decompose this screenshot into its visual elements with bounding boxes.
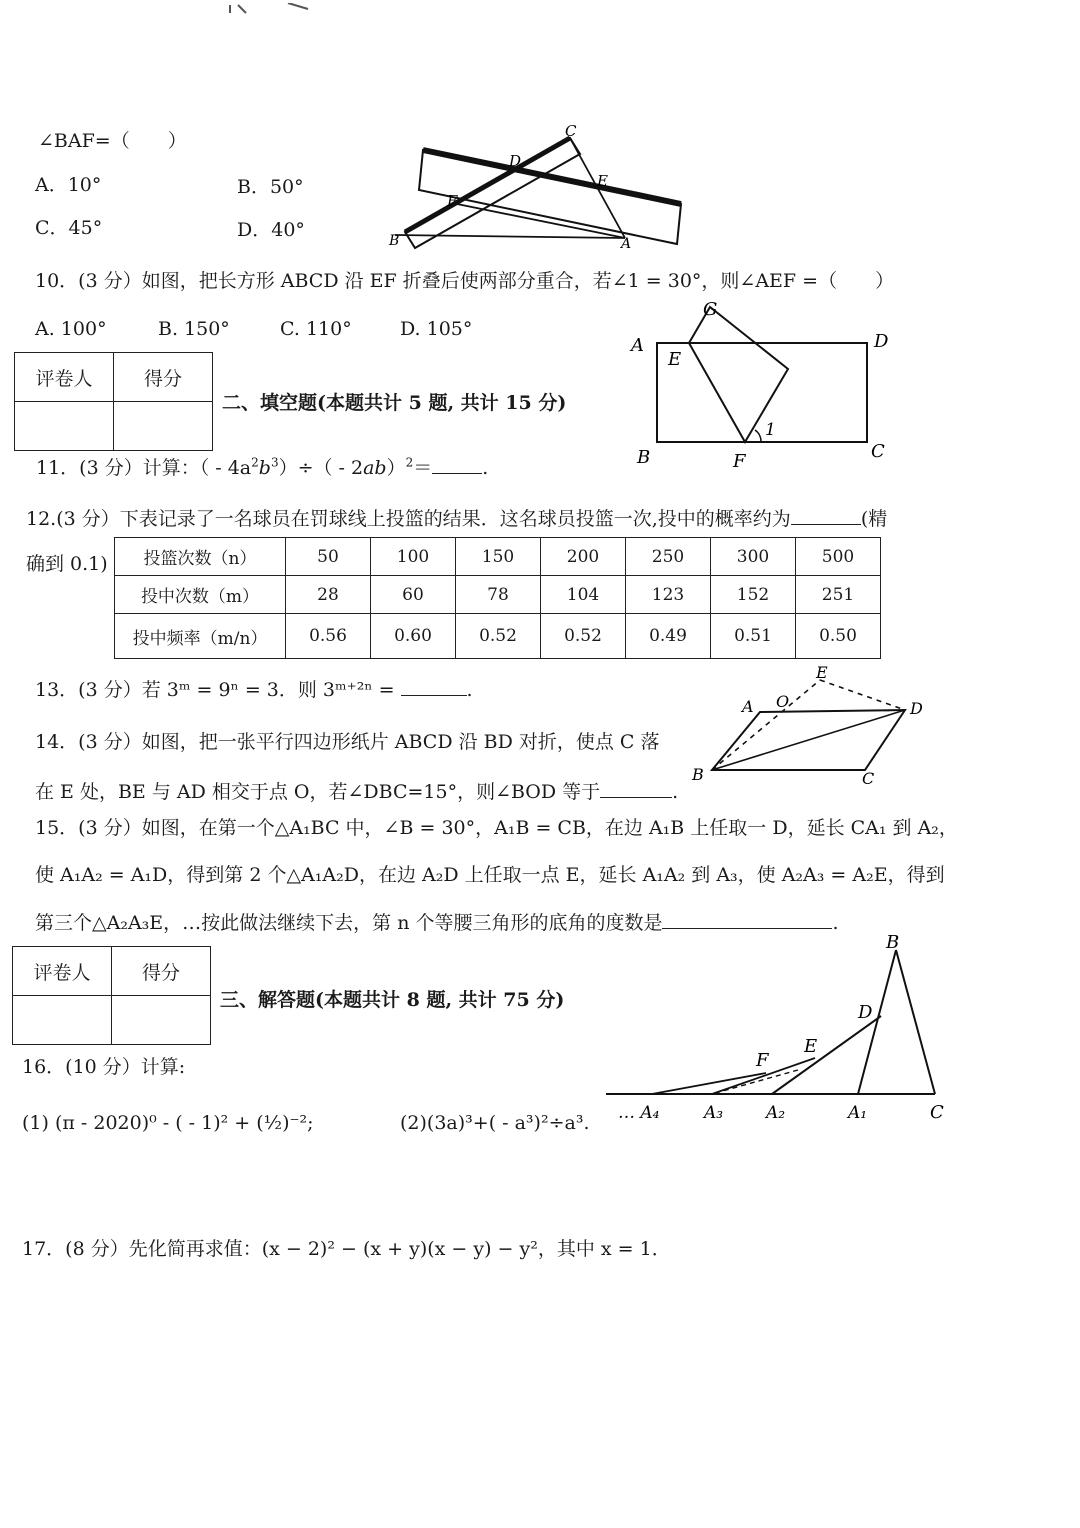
table-cell: 123 bbox=[626, 576, 711, 614]
q14-line2: 在 E 处，BE 与 AD 相交于点 O，若∠DBC=15°，则∠BOD 等于 . bbox=[35, 778, 678, 804]
q10-label-f: F bbox=[733, 451, 746, 472]
table-cell: 104 bbox=[541, 576, 626, 614]
q16-part1: (1) (π - 2020)⁰ - ( - 1)² + (½)⁻²; bbox=[22, 1112, 314, 1134]
q15-line3-text: 第三个△A₂A₃E，…按此做法继续下去，第 n 个等腰三角形的底角的度数是 bbox=[35, 912, 663, 934]
q15-line2: 使 A₁A₂ = A₁D，得到第 2 个△A₁A₂D，在边 A₂D 上任取一点 E，延长 A₁A₂ 到 A₃，使 A₂A₃ = A₂E，得到 bbox=[35, 864, 945, 886]
q10-option-b: B. 150° bbox=[158, 318, 230, 340]
table-cell: 78 bbox=[456, 576, 541, 614]
header-scan-mark bbox=[228, 0, 338, 12]
q13-stem: 13．(3 分）若 3ᵐ = 9ⁿ = 3．则 3ᵐ⁺²ⁿ = bbox=[35, 679, 401, 701]
table-cell: 0.50 bbox=[796, 614, 881, 659]
table-cell: 300 bbox=[711, 538, 796, 576]
q10-option-d: D. 105° bbox=[400, 318, 473, 340]
q10-label-angle-1: 1 bbox=[765, 420, 776, 440]
q12-stats-table bbox=[114, 537, 881, 659]
q9-label-f: F bbox=[447, 192, 458, 210]
q14-label-a: A bbox=[742, 697, 754, 716]
q11-suffix: ＝ bbox=[413, 457, 433, 479]
q15-label-a4: … A₄ bbox=[618, 1103, 660, 1123]
q14-label-e: E bbox=[816, 663, 828, 682]
table-cell: 0.56 bbox=[286, 614, 371, 659]
q12-answer-blank[interactable] bbox=[791, 505, 861, 525]
section3-score-box bbox=[12, 946, 211, 1045]
q17-text: 17．(8 分）先化简再求值：(x − 2)² − (x + y)(x − y) − y²，其中 x = 1． bbox=[22, 1238, 671, 1260]
table-cell: 200 bbox=[541, 538, 626, 576]
section2-grader-label: 评卷人 bbox=[15, 353, 114, 402]
q9-option-d: D．40° bbox=[237, 219, 305, 241]
q11-answer-blank[interactable] bbox=[432, 454, 482, 474]
q10-label-a: A bbox=[631, 335, 644, 356]
section3-grader-label: 评卷人 bbox=[13, 947, 112, 996]
q14-label-o: O bbox=[776, 692, 790, 711]
table-cell: 250 bbox=[626, 538, 711, 576]
q13-text: 13．(3 分）若 3ᵐ = 9ⁿ = 3．则 3ᵐ⁺²ⁿ = . bbox=[35, 676, 473, 702]
q14-label-b: B bbox=[692, 765, 704, 784]
q15-label-b: B bbox=[886, 932, 900, 953]
q15-label-a2: A₂ bbox=[766, 1103, 786, 1123]
q11-prefix: 11．(3 分）计算：（ - 4a bbox=[36, 457, 252, 479]
q10-label-e: E bbox=[668, 349, 682, 370]
q12-row-header-hits: 投中次数（m） bbox=[115, 576, 286, 614]
q10-option-c: C. 110° bbox=[280, 318, 352, 340]
q15-answer-blank[interactable] bbox=[662, 909, 832, 929]
table-cell: 500 bbox=[796, 538, 881, 576]
q9-label-b: B bbox=[389, 233, 400, 249]
q15-label-f: F bbox=[756, 1050, 769, 1071]
q14-answer-blank[interactable] bbox=[600, 778, 672, 798]
table-cell: 0.52 bbox=[456, 614, 541, 659]
section3-score-label: 得分 bbox=[112, 947, 211, 996]
q14-line1: 14．(3 分）如图，把一张平行四边形纸片 ABCD 沿 BD 对折，使点 C 落 bbox=[35, 731, 660, 753]
q11-text: 11．(3 分）计算：（ - $4a^2b^3)\div( - 2ab)^2=$ . bbox=[36, 455, 489, 479]
q14-line2-text: 在 E 处，BE 与 AD 相交于点 O，若∠DBC=15°，则∠BOD 等于 bbox=[35, 781, 601, 803]
q10-option-a: A. 100° bbox=[35, 318, 107, 340]
q15-label-c: C bbox=[930, 1102, 944, 1123]
q16-stem: 16．(10 分）计算: bbox=[22, 1056, 186, 1078]
table-cell: 150 bbox=[456, 538, 541, 576]
section2-grader-cell[interactable] bbox=[15, 402, 114, 451]
q9-stem: ∠BAF=（ ） bbox=[38, 130, 187, 152]
table-cell: 152 bbox=[711, 576, 796, 614]
q15-line3: 第三个△A₂A₃E，…按此做法继续下去，第 n 个等腰三角形的底角的度数是 . bbox=[35, 909, 839, 935]
q9-option-c: C．45° bbox=[35, 217, 103, 239]
q10-stem: 10．(3 分）如图，把长方形 ABCD 沿 EF 折叠后使两部分重合，若∠1 = 30°，则∠AEF =（ ） bbox=[35, 270, 895, 292]
q14-parallelogram-figure bbox=[690, 662, 935, 787]
q12-row-header-frequency: 投中频率（m/n） bbox=[115, 614, 286, 659]
q10-label-c: C bbox=[871, 441, 885, 462]
section3-grader-cell[interactable] bbox=[13, 996, 112, 1045]
section3-title: 三、解答题(本题共计 8 题, 共计 75 分) bbox=[220, 989, 565, 1011]
q12-stem-text: 12.(3 分）下表记录了一名球员在罚球线上投篮的结果．这名球员投篮一次,投中的概率约为 bbox=[26, 508, 791, 530]
table-row bbox=[115, 538, 881, 576]
q16-part2: (2)(3a)³+( - a³)²÷a³. bbox=[400, 1112, 590, 1134]
q10-label-b: B bbox=[637, 447, 651, 468]
table-cell: 28 bbox=[286, 576, 371, 614]
q10-label-g: G bbox=[703, 299, 718, 320]
table-row bbox=[115, 576, 881, 614]
section2-score-label: 得分 bbox=[114, 353, 213, 402]
q9-label-d: D bbox=[509, 152, 522, 170]
section2-score-cell[interactable] bbox=[114, 402, 213, 451]
q12-note: 确到 0.1) bbox=[26, 553, 108, 575]
q9-label-e: E bbox=[597, 172, 608, 190]
section2-title: 二、填空题(本题共计 5 题, 共计 15 分) bbox=[222, 392, 567, 414]
table-row bbox=[115, 614, 881, 659]
table-cell: 50 bbox=[286, 538, 371, 576]
q14-label-c: C bbox=[862, 769, 875, 787]
q15-label-e: E bbox=[804, 1036, 818, 1057]
table-cell: 0.49 bbox=[626, 614, 711, 659]
table-cell: 0.52 bbox=[541, 614, 626, 659]
table-cell: 100 bbox=[371, 538, 456, 576]
table-cell: 0.51 bbox=[711, 614, 796, 659]
q10-label-d: D bbox=[874, 331, 889, 352]
q12-stem bbox=[26, 505, 887, 531]
q15-label-d: D bbox=[858, 1002, 873, 1023]
table-cell: 60 bbox=[371, 576, 456, 614]
q9-option-b: B．50° bbox=[237, 176, 304, 198]
q13-answer-blank[interactable] bbox=[401, 676, 467, 696]
q15-triangles-figure bbox=[600, 928, 960, 1128]
section3-score-cell[interactable] bbox=[112, 996, 211, 1045]
section2-score-box bbox=[14, 352, 213, 451]
q9-label-c: C bbox=[565, 122, 577, 140]
table-cell: 251 bbox=[796, 576, 881, 614]
q15-label-a3: A₃ bbox=[704, 1103, 724, 1123]
q15-line1: 15．(3 分）如图，在第一个△A₁BC 中，∠B = 30°，A₁B = CB，在边 A₁B 上任取一 D，延长 CA₁ 到 A₂， bbox=[35, 817, 958, 839]
q10-rectangle-figure bbox=[625, 295, 895, 475]
table-cell: 0.60 bbox=[371, 614, 456, 659]
q12-stem-tail: (精 bbox=[860, 508, 888, 530]
q15-label-a1: A₁ bbox=[848, 1103, 868, 1123]
q9-label-a: A bbox=[621, 236, 632, 252]
q9-option-a: A．10° bbox=[35, 174, 102, 196]
q9-ruler-figure bbox=[385, 120, 695, 255]
q12-row-header-shots: 投篮次数（n） bbox=[115, 538, 286, 576]
q14-label-d: D bbox=[910, 699, 923, 718]
